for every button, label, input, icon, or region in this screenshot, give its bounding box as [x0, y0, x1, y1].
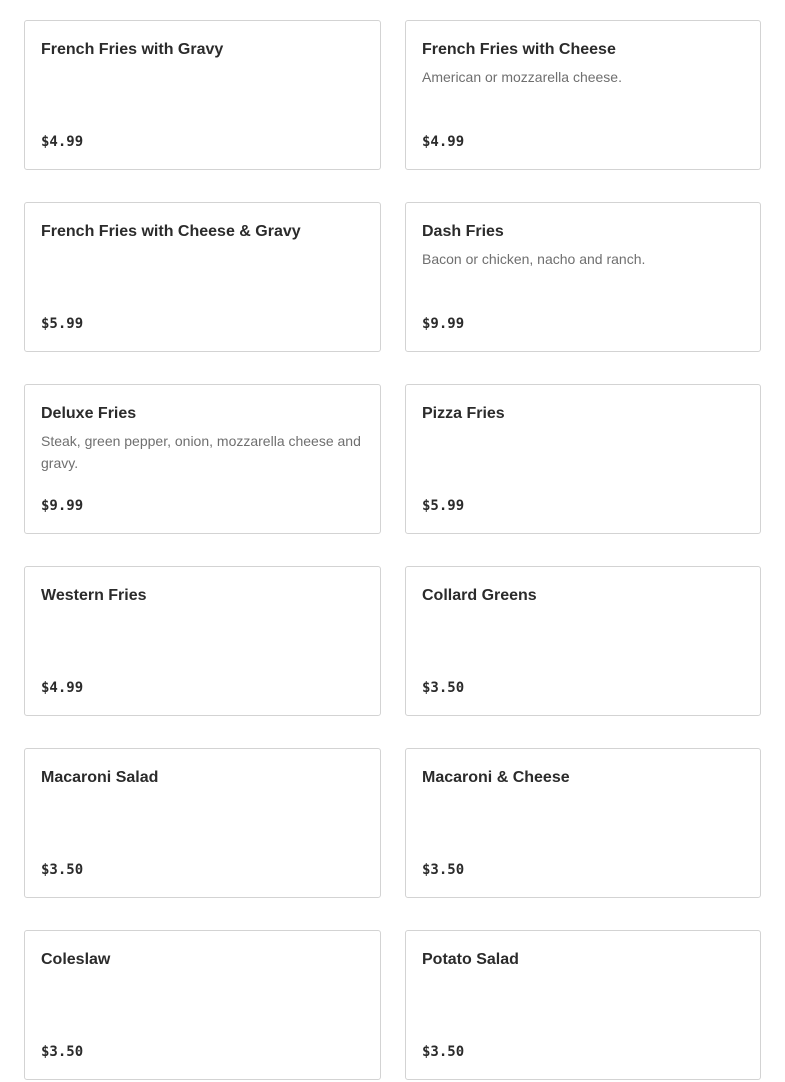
menu-item-name: French Fries with Gravy — [41, 41, 224, 58]
menu-item-name: Macaroni Salad — [41, 769, 159, 786]
menu-item-price: $3.50 — [41, 862, 84, 878]
menu-item-name: Western Fries — [41, 587, 147, 604]
menu-item-description: Steak, green pepper, onion, mozzarella cheese and gravy. — [41, 433, 361, 471]
menu-item-card[interactable] — [24, 930, 381, 1080]
menu-item-card[interactable] — [405, 566, 761, 716]
menu-item-name: Coleslaw — [41, 951, 111, 968]
menu-item-card[interactable] — [24, 566, 381, 716]
menu-item-price: $3.50 — [422, 680, 465, 696]
menu-item-card[interactable] — [405, 202, 761, 352]
menu-item-price: $3.50 — [41, 1044, 84, 1060]
menu-item-name: French Fries with Cheese — [422, 41, 616, 58]
menu-item-price: $5.99 — [41, 316, 84, 332]
menu-item-price: $4.99 — [41, 134, 84, 150]
menu-item-description: American or mozzarella cheese. — [422, 69, 622, 85]
menu-item-grid — [24, 20, 761, 1080]
menu-item-name: Dash Fries — [422, 223, 504, 240]
menu-item-price: $3.50 — [422, 862, 465, 878]
menu-item-name: Collard Greens — [422, 587, 537, 604]
menu-item-card[interactable] — [24, 202, 381, 352]
menu-item-description: Bacon or chicken, nacho and ranch. — [422, 251, 646, 267]
menu-item-card[interactable] — [24, 748, 381, 898]
menu-item-name: Deluxe Fries — [41, 405, 137, 422]
menu-item-card[interactable] — [405, 748, 761, 898]
menu-item-price: $4.99 — [41, 680, 84, 696]
menu-item-price: $4.99 — [422, 134, 465, 150]
menu-item-name: Potato Salad — [422, 951, 519, 968]
menu-item-card[interactable] — [24, 384, 381, 534]
menu-item-name: Macaroni & Cheese — [422, 769, 570, 786]
menu-item-card[interactable] — [405, 20, 761, 170]
menu-item-price: $5.99 — [422, 498, 465, 514]
menu-item-card[interactable] — [405, 384, 761, 534]
menu-item-card[interactable] — [405, 930, 761, 1080]
menu-item-price: $9.99 — [422, 316, 465, 332]
menu-item-name: Pizza Fries — [422, 405, 505, 422]
menu-item-name: French Fries with Cheese & Gravy — [41, 223, 301, 240]
menu-item-price: $9.99 — [41, 498, 84, 514]
menu-item-price: $3.50 — [422, 1044, 465, 1060]
menu-item-card[interactable] — [24, 20, 381, 170]
